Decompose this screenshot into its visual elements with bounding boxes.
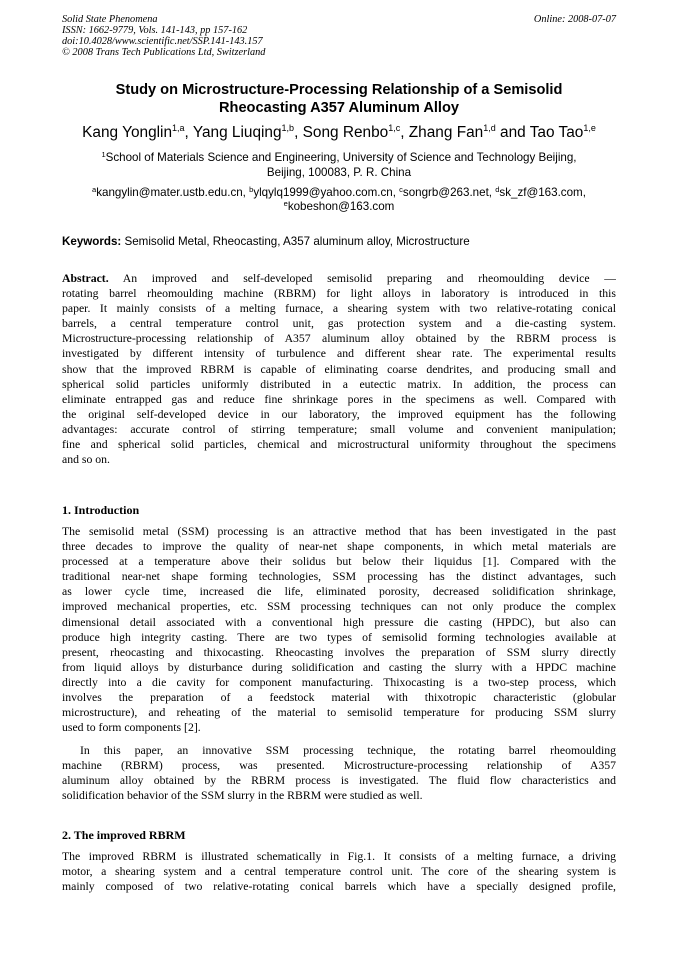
email-c[interactable]: songrb@263.net, <box>402 186 496 199</box>
title-line-2: Rheocasting A357 Aluminum Alloy <box>218 100 460 116</box>
paragraph-line: motor, a shearing system and a central temperature control unit. The core of the shearing system is <box>62 865 616 879</box>
paragraph-line: directly into a die cavity for component manufacturing. Thixocasting is a two-step process, which <box>62 675 616 689</box>
author-separator: , <box>400 124 409 141</box>
title-line-1: Study on Microstructure-Processing Relationship of a Semisolid <box>115 82 563 98</box>
author-separator: , <box>294 124 303 141</box>
paragraph-line: processed at a temperature above their solidus but below their liquidus [1]. Compared with the <box>62 555 616 569</box>
journal-header <box>62 14 265 58</box>
email-superscript: b <box>249 185 254 194</box>
journal-copyright: © 2008 Trans Tech Publications Ltd, Switzerland <box>62 47 266 58</box>
abstract-line: show that the improved RBRM is capable of eliminating coarse dendrites, and producing small and <box>62 362 616 376</box>
paragraph-line: aluminum alloy obtained by the RBRM process is investigated. The fluid flow characteristics and <box>62 774 616 788</box>
author-list <box>40 123 638 142</box>
author-separator: and <box>495 124 530 141</box>
abstract-line: and so on. <box>62 453 110 467</box>
abstract-line: barrels, a central temperature control unit, gas protection system and a die-casting system. <box>62 317 616 331</box>
email-superscript: d <box>495 185 500 194</box>
abstract-line: spherical solid particles uniformly distributed in a eutectic matrix. In addition, the process can <box>62 377 616 391</box>
paragraph-line: mainly composed of two relative-rotating conical barrels which have a specially designed profile, <box>62 880 616 894</box>
email-a[interactable]: kangylin@mater.ustb.edu.cn, <box>96 186 250 199</box>
journal-doi[interactable]: doi:10.4028/www.scientific.net/SSP.141-143.157 <box>62 36 263 47</box>
abstract-line: fine and spherical solid particles, chemical and microstructural uniformity throughout the specimens <box>62 438 616 452</box>
email-d[interactable]: sk_zf@163.com, <box>499 186 586 199</box>
online-date: Online: 2008-07-07 <box>533 14 616 25</box>
abstract-line: investigated by different intensity of turbulence and different shear rate. The experimental results <box>62 347 616 361</box>
paragraph-line: produce high integrity casting. There are two types of semisolid forming technologies available at <box>62 630 616 644</box>
author-superscript: 1,d <box>483 123 496 133</box>
author-superscript: 1,a <box>172 123 185 133</box>
abstract <box>62 271 616 467</box>
rbrm-paragraph-1 <box>62 849 616 894</box>
affiliation-text: School of Materials Science and Engineering, University of Science and Technology Beijing, <box>105 151 577 164</box>
author-name: Zhang Fan <box>408 124 484 141</box>
affiliation-superscript: 1 <box>101 150 106 159</box>
paragraph-line: involves the preparation of a feedstock material with thixotropic characteristic (globular <box>62 691 616 705</box>
email-list <box>62 186 616 214</box>
email-superscript: a <box>92 185 97 194</box>
email-e[interactable]: kobeshon@163.com <box>287 200 395 213</box>
journal-issn: ISSN: 1662-9779, Vols. 141-143, pp 157-162 <box>62 25 248 36</box>
abstract-line: eliminate entrapped gas and reduce fine shrinkage pores in the specimens as well. Compared with <box>62 392 616 406</box>
abstract-line: rotating barrel rheomoulding machine (RBRM) for light alloys in laboratory is introduced in this <box>62 287 616 301</box>
abstract-line: paper. It mainly consists of a melting furnace, a shearing system with two relative-rotating conical <box>62 302 616 316</box>
introduction-paragraph-1 <box>62 524 616 735</box>
author-name: Kang Yonglin <box>82 124 173 141</box>
email-line-2 <box>62 200 616 214</box>
keywords-text: Semisolid Metal, Rheocasting, A357 aluminum alloy, Microstructure <box>121 235 470 248</box>
paragraph-line: solidification behavior of the SSM slurry in the RBRM were studied as well. <box>62 789 423 803</box>
paragraph-line: The improved RBRM is illustrated schematically in Fig.1. It consists of a melting furnace, a driving <box>62 850 616 863</box>
paragraph-line: microstructure), and reheating of the material to semisolid temperature for producing SSM slurry <box>62 706 616 720</box>
paragraph-line: used to form components [2]. <box>62 721 201 735</box>
author-name: Yang Liuqing <box>192 124 282 141</box>
author-superscript: 1,e <box>583 123 596 133</box>
author-separator: , <box>184 124 193 141</box>
section-heading-improved-rbrm: 2. The improved RBRM <box>62 828 186 842</box>
paragraph-line: dimensional detail associated with a conventional high pressure die casting (HPDC), but also can <box>62 615 616 629</box>
email-superscript: c <box>399 185 403 194</box>
paragraph-line: The semisolid metal (SSM) processing is an attractive method that has been investigated in the past <box>62 525 616 538</box>
author-superscript: 1,c <box>388 123 401 133</box>
keywords <box>62 235 616 249</box>
abstract-line: advantages: accurate control of stirring temperature; small volume and convenient manipulation; <box>62 422 616 436</box>
abstract-text: An improved and self-developed semisolid preparing and rheomoulding device — <box>108 272 616 285</box>
journal-name: Solid State Phenomena <box>62 14 158 25</box>
affiliation-line-1 <box>62 150 616 165</box>
paper-title <box>62 81 616 117</box>
keywords-label: Keywords: <box>62 235 122 248</box>
paragraph-line: from liquid alloys by disturbance during solidification and casting the slurry with a HPDC machine <box>62 660 616 674</box>
affiliation-line-2: Beijing, 100083, P. R. China <box>266 166 412 179</box>
abstract-line <box>62 271 616 286</box>
author-name: Tao Tao <box>529 124 584 141</box>
section-heading-introduction: 1. Introduction <box>62 503 140 517</box>
email-superscript: e <box>283 199 288 208</box>
paragraph-line: three decades to improve the quality of near-net shape components, in which metal materials are <box>62 540 616 554</box>
abstract-line: Microstructure-processing relationship of A357 aluminum alloy obtained by the RBRM process is <box>62 332 616 346</box>
paragraph-line: In this paper, an innovative SSM processing technique, the rotating barrel rheomoulding <box>80 744 616 757</box>
email-line-1 <box>62 186 616 200</box>
paragraph-line: machine (RBRM) process, was presented. Microstructure-processing relationship of A357 <box>62 759 616 773</box>
introduction-paragraph-2 <box>62 743 616 803</box>
affiliation <box>62 150 616 180</box>
abstract-label: Abstract. <box>62 272 109 285</box>
paragraph-line: improved mechanical properties, etc. SSM processing techniques can not only produce the complex <box>62 600 616 614</box>
paragraph-line: present, rheocasting and thixocasting. Rheocasting involves the preparation of SSM slurry directly <box>62 645 616 659</box>
author-name: Song Renbo <box>302 124 389 141</box>
abstract-line: the original self-developed device in our laboratory, the improved equipment has the following <box>62 407 616 421</box>
paragraph-line: traditional near-net shape forming technologies, SSM processing has the distinct advantages, such <box>62 570 616 584</box>
author-superscript: 1,b <box>281 123 295 133</box>
paragraph-line: as lower cycle time, increased die life, eliminated porosity, decreased solidification shrinkage, <box>62 585 616 599</box>
email-b[interactable]: ylqylq1999@yahoo.com.cn, <box>253 186 400 199</box>
